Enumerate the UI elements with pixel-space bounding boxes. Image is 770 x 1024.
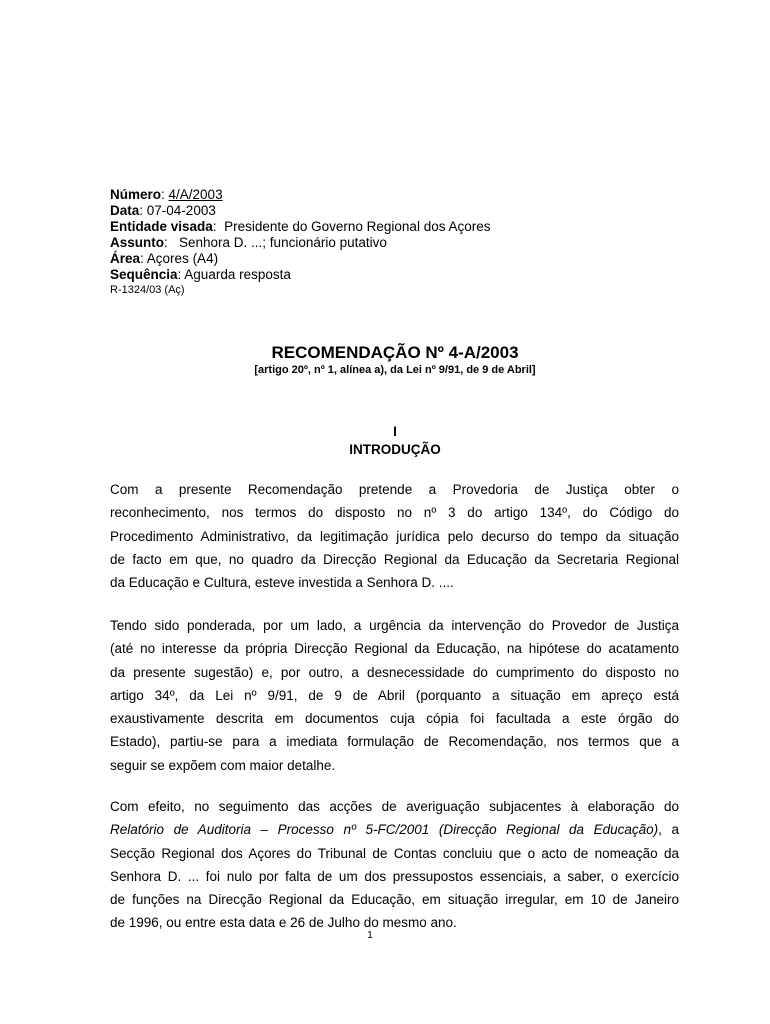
meta-reference: R-1324/03 (Aç) bbox=[110, 284, 185, 296]
meta-numero-label: Número bbox=[110, 187, 162, 202]
meta-assunto: Assunto: Senhora D. ...; funcionário putativo bbox=[110, 235, 387, 250]
paragraph-introduction bbox=[110, 478, 679, 594]
paragraph-line: da Educação e Cultura, esteve investida a Senhora D. .... bbox=[110, 575, 454, 591]
paragraph-line bbox=[110, 818, 679, 841]
paragraph-line-tail: , a bbox=[658, 822, 679, 838]
paragraph-line: exaustivamente descrita em documentos cuja cópia foi facultada a este órgão do bbox=[110, 711, 679, 727]
paragraph-line: Estado), partiu-se para a imediata formulação de Recomendação, nos termos que a bbox=[110, 734, 679, 750]
section-number: I bbox=[393, 424, 397, 439]
meta-data-label: Data bbox=[110, 203, 140, 218]
paragraph-line: Tendo sido ponderada, por um lado, a urgência da intervenção do Provedor de Justiça bbox=[110, 618, 679, 633]
meta-data-value: 07-04-2003 bbox=[146, 203, 216, 218]
meta-numero: Número: 4/A/2003 bbox=[110, 187, 223, 202]
meta-numero-value: 4/A/2003 bbox=[168, 187, 223, 202]
paragraph-line: Senhora D. ... foi nulo por falta de um dos pressupostos essenciais, a saber, o exercício bbox=[110, 868, 679, 884]
section-title: INTRODUÇÃO bbox=[349, 442, 441, 457]
paragraph-line: Com a presente Recomendação pretende a Provedoria de Justiça obter o bbox=[110, 482, 679, 497]
document-subtitle: [artigo 20º, nº 1, alínea a), da Lei nº 9/91, de 9 de Abril] bbox=[254, 364, 536, 376]
paragraph-line: Com efeito, no seguimento das acções de averiguação subjacentes à elaboração do bbox=[110, 799, 679, 814]
paragraph-line: (até no interesse da própria Direcção Regional da Educação, na hipótese do acatamento bbox=[110, 641, 679, 657]
paragraph-audit bbox=[110, 795, 679, 935]
meta-assunto-label: Assunto bbox=[110, 235, 164, 250]
audit-report-reference: Relatório de Auditoria – Processo nº 5-FC/2001 (Direcção Regional da Educação) bbox=[110, 822, 659, 838]
meta-area-label: Área bbox=[110, 251, 141, 266]
meta-entidade: Entidade visada: Presidente do Governo Regional dos Açores bbox=[110, 219, 491, 234]
page-number: 1 bbox=[367, 930, 373, 941]
meta-assunto-value: Senhora D. ...; funcionário putativo bbox=[179, 235, 387, 250]
paragraph-line: de funções na Direcção Regional da Educação, em situação irregular, em 10 de Janeiro bbox=[110, 892, 679, 908]
meta-sequencia-value: Aguarda resposta bbox=[184, 267, 291, 282]
paragraph-line: Secção Regional dos Açores do Tribunal de Contas concluiu que o acto de nomeação da bbox=[110, 845, 679, 861]
document-metadata bbox=[110, 187, 490, 298]
meta-area: Área: Açores (A4) bbox=[110, 251, 219, 266]
paragraph-line: da presente sugestão) e, por outro, a desnecessidade do cumprimento do disposto no bbox=[110, 664, 679, 680]
meta-sequencia-label: Sequência bbox=[110, 267, 178, 282]
meta-area-value: Açores (A4) bbox=[146, 251, 219, 266]
meta-entidade-value: Presidente do Governo Regional dos Açores bbox=[224, 219, 491, 234]
paragraph-line: de facto em que, no quadro da Direcção Regional da Educação da Secretaria Regional bbox=[110, 551, 679, 567]
paragraph-line: seguir se expõem com maior detalhe. bbox=[110, 757, 336, 773]
meta-data: Data: 07-04-2003 bbox=[110, 203, 216, 218]
paragraph-line: Procedimento Administrativo, da legitimação jurídica pelo decurso do tempo da situação bbox=[110, 528, 679, 544]
paragraph-line: de 1996, ou entre esta data e 26 de Julho do mesmo ano. bbox=[110, 915, 457, 931]
meta-entidade-label: Entidade visada bbox=[110, 219, 213, 234]
paragraph-line: artigo 34º, da Lei nº 9/91, de 9 de Abril (porquanto a situação em apreço está bbox=[110, 687, 679, 703]
meta-sequencia: Sequência: Aguarda resposta bbox=[110, 267, 291, 282]
paragraph-urgency bbox=[110, 614, 679, 777]
document-title: RECOMENDAÇÃO Nº 4-A/2003 bbox=[271, 343, 519, 362]
paragraph-line: reconhecimento, nos termos do disposto no nº 3 do artigo 134º, do Código do bbox=[110, 505, 679, 521]
